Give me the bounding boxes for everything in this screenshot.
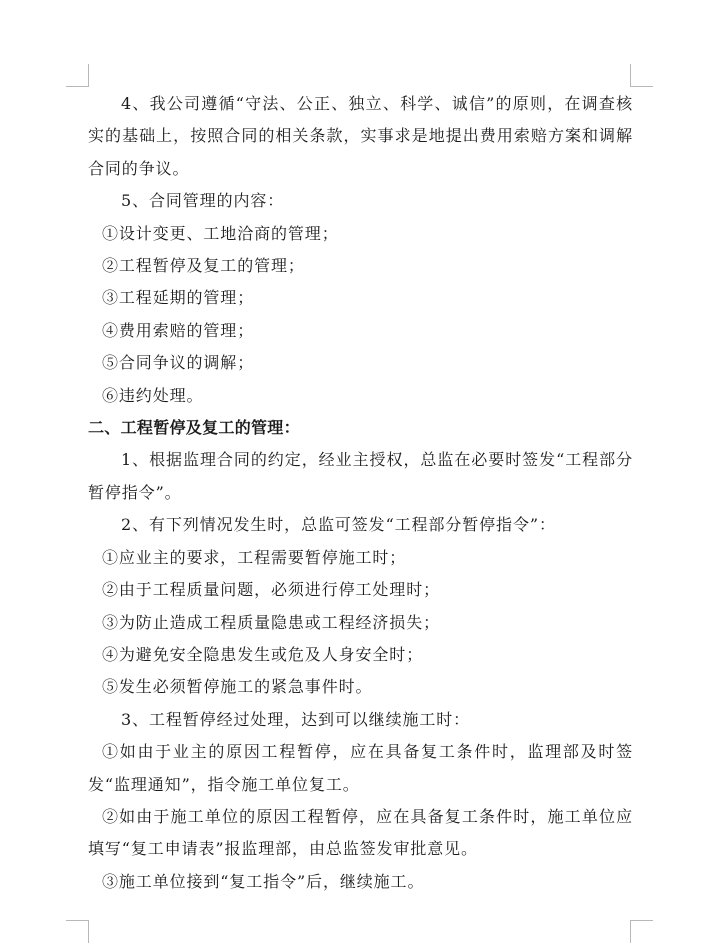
page-corner-mark-bottom-right — [630, 920, 653, 943]
paragraph: 2、有下列情况发生时，总监可签发“工程部分暂停指令”： — [121, 515, 556, 535]
page-corner-mark-bottom-left — [66, 920, 89, 943]
document-body — [88, 88, 633, 898]
list-item: ③施工单位接到“复工指令”后，继续施工。 — [102, 871, 425, 891]
list-item: ②工程暂停及复工的管理； — [102, 256, 305, 276]
list-item: ①应业主的要求，工程需要暂停施工时； — [102, 547, 407, 567]
list-item: ①如由于业主的原因工程暂停，应在具备复工条件时，监理部及时签发“监理通知”，指令施工单位复工。 — [88, 742, 633, 794]
paragraph: 4、我公司遵循“守法、公正、独立、科学、诚信”的原则，在调查核实的基础上，按照合同的相关条款，实事求是地提出费用索赔方案和调解合同的争议。 — [88, 94, 633, 178]
section-heading: 二、工程暂停及复工的管理： — [88, 418, 300, 438]
list-item: ③工程延期的管理； — [102, 288, 255, 308]
paragraph: 3、工程暂停经过处理，达到可以继续施工时： — [121, 709, 471, 729]
list-item: ②由于工程质量问题，必须进行停工处理时； — [102, 580, 441, 600]
page-corner-mark-top-left — [66, 64, 89, 87]
list-item: ④费用索赔的管理； — [102, 320, 255, 340]
paragraph: 1、根据监理合同的约定，经业主授权，总监在必要时签发“工程部分暂停指令”。 — [88, 450, 633, 502]
page-corner-mark-top-right — [630, 64, 653, 87]
list-item: ②如由于施工单位的原因工程暂停，应在具备复工条件时，施工单位应填写“复工申请表”报监理部，由总监签发审批意见。 — [88, 806, 633, 859]
list-item: ①设计变更、工地洽商的管理； — [102, 223, 339, 243]
list-item: ⑤发生必须暂停施工的紧急事件时。 — [102, 677, 373, 697]
list-item: ④为避免安全隐患发生或危及人身安全时； — [102, 644, 424, 664]
list-item: ⑥违约处理。 — [102, 385, 204, 405]
list-item: ⑤合同争议的调解； — [102, 353, 255, 373]
paragraph: 5、合同管理的内容： — [121, 191, 285, 211]
list-item: ③为防止造成工程质量隐患或工程经济损失； — [102, 612, 441, 632]
